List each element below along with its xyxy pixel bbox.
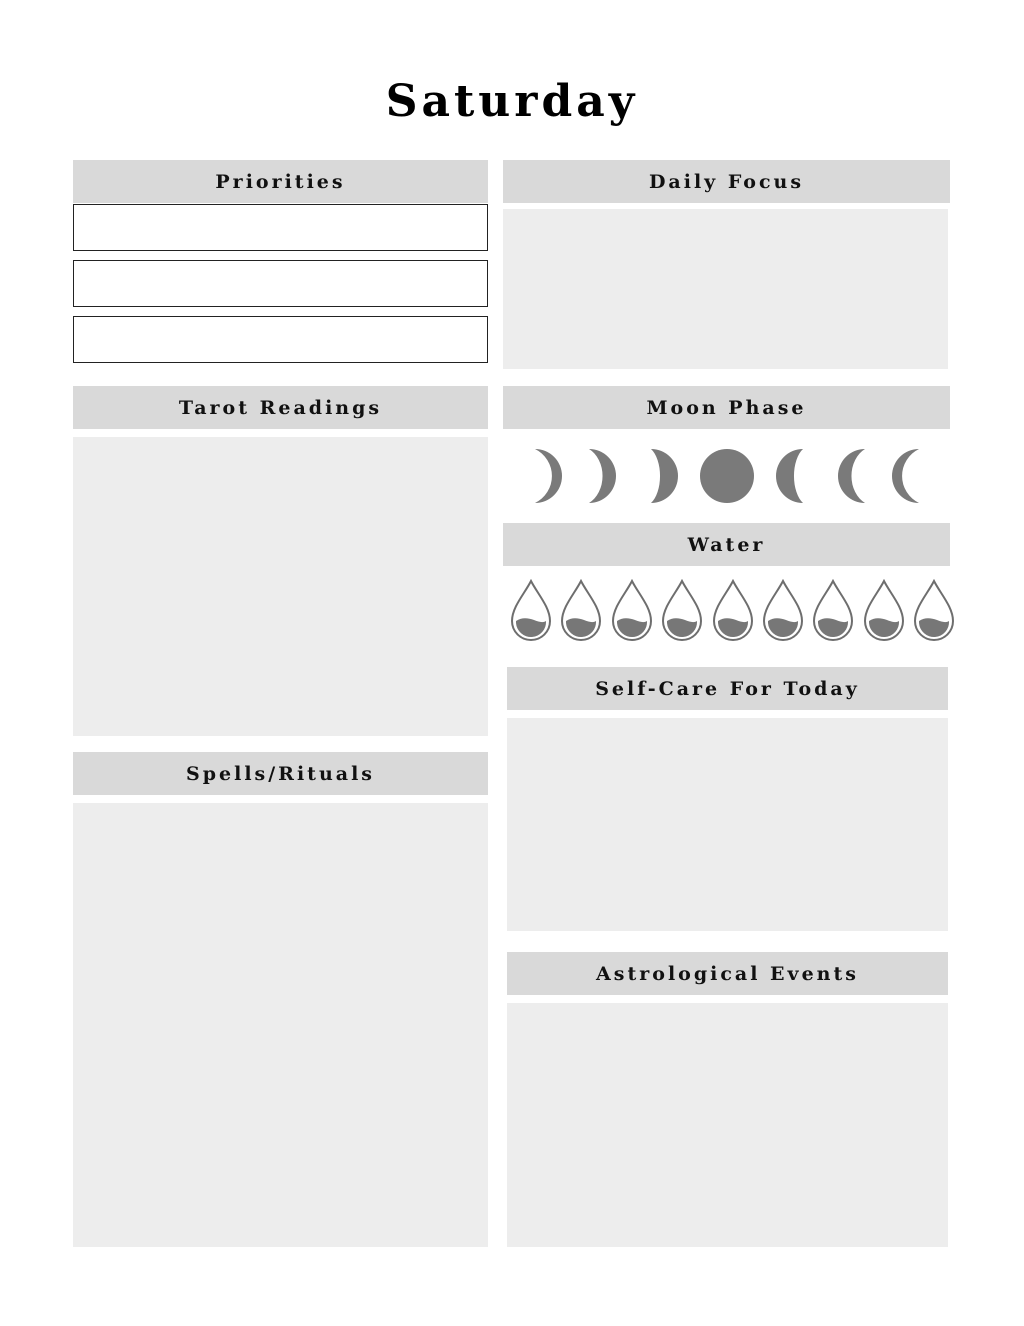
tarot-readings-label: Tarot Readings <box>178 396 383 419</box>
water-drop-icon-2[interactable] <box>560 579 602 641</box>
water-drop-icon-3[interactable] <box>611 579 653 641</box>
water-drop-icon-1[interactable] <box>510 579 552 641</box>
tarot-readings-header <box>73 386 488 429</box>
priority-field-2[interactable] <box>73 260 488 307</box>
water-drop-icon-4[interactable] <box>661 579 703 641</box>
water-drop-icon-8[interactable] <box>863 579 905 641</box>
self-care-label: Self-Care For Today <box>595 677 860 700</box>
astrological-events-area[interactable] <box>507 1003 948 1247</box>
daily-focus-area[interactable] <box>503 209 948 369</box>
priority-field-1[interactable] <box>73 204 488 251</box>
waning-crescent-moon-icon[interactable] <box>831 448 871 504</box>
spells-rituals-area[interactable] <box>73 803 488 1247</box>
moon-phase-label: Moon Phase <box>646 396 807 419</box>
waxing-gibbous-moon-icon[interactable] <box>637 448 685 504</box>
tarot-readings-area[interactable] <box>73 437 488 736</box>
moon-phase-header <box>503 386 950 429</box>
astrological-events-header <box>507 952 948 995</box>
priorities-label: Priorities <box>215 170 346 193</box>
full-moon-icon[interactable] <box>699 448 755 504</box>
water-drop-icon-5[interactable] <box>712 579 754 641</box>
daily-focus-header <box>503 160 950 203</box>
astrological-events-label: Astrological Events <box>596 962 859 985</box>
waning-gibbous-moon-icon[interactable] <box>769 448 817 504</box>
water-drop-icon-9[interactable] <box>913 579 955 641</box>
moon-phase-row <box>503 446 950 506</box>
priority-field-3[interactable] <box>73 316 488 363</box>
spells-rituals-header <box>73 752 488 795</box>
waxing-crescent-moon-icon[interactable] <box>583 448 623 504</box>
waning-crescent-thin-moon-icon[interactable] <box>885 448 925 504</box>
waxing-crescent-thin-moon-icon[interactable] <box>529 448 569 504</box>
water-drop-icon-7[interactable] <box>812 579 854 641</box>
water-tracker <box>510 578 955 642</box>
self-care-header <box>507 667 948 710</box>
priorities-header <box>73 160 488 203</box>
self-care-area[interactable] <box>507 718 948 931</box>
daily-focus-label: Daily Focus <box>648 170 805 193</box>
spells-rituals-label: Spells/Rituals <box>186 762 375 785</box>
water-drop-icon-6[interactable] <box>762 579 804 641</box>
water-label: Water <box>687 533 766 556</box>
water-header <box>503 523 950 566</box>
page-title: Saturday <box>385 76 639 127</box>
